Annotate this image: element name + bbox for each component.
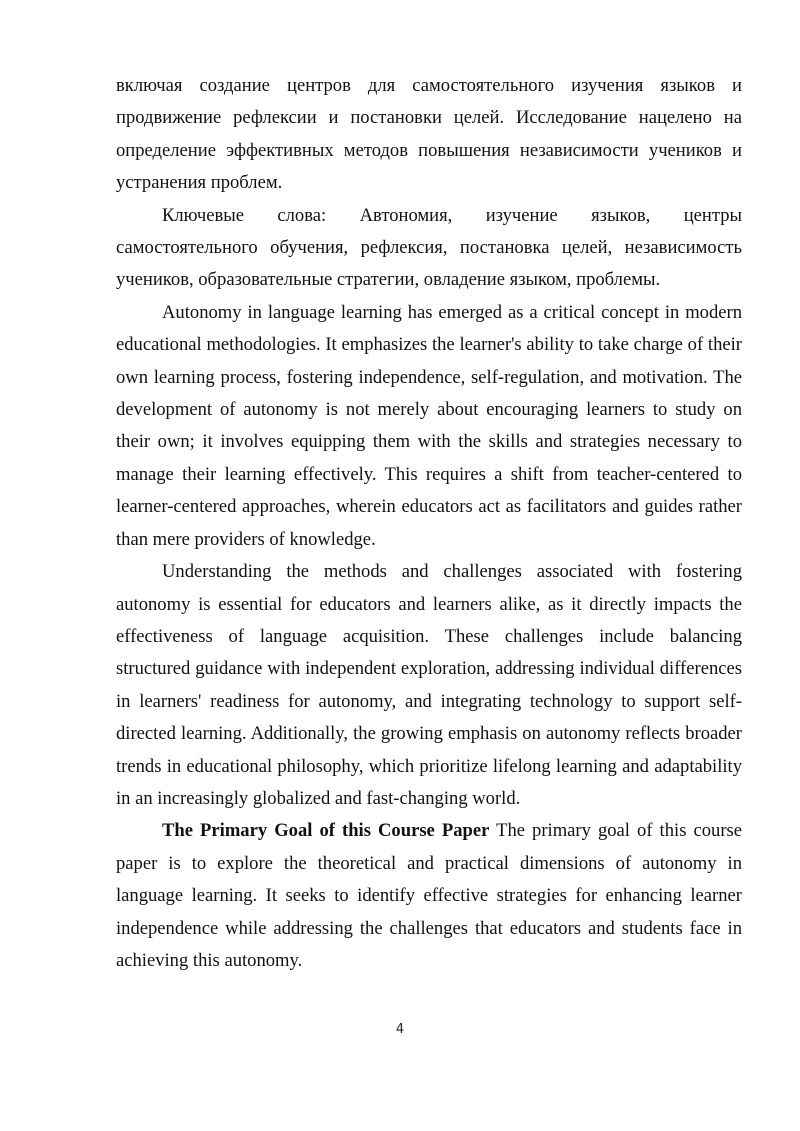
paragraph-methods-challenges: Understanding the methods and challenges associated with fostering autonomy is essential for educators and learners alike, as it directly impacts the effectiveness of language acquisition. These challenges include balancing structured guidance with independent exploration, addressing individual differences in learners' readiness for autonomy, and integrating technology to support self-directed learning. Additionally, the growing emphasis on autonomy reflects broader trends in educational philosophy, which prioritize lifelong learning and adaptability in an increasingly globalized and fast-changing world. [116,561,742,809]
primary-goal-text: The primary goal of this course paper is to explore the theoretical and practical dimensions of autonomy in language learning. It seeks to identify effective strategies for enhancing learner independence while addressing the challenges that educators and students face in achieving this autonomy. [116,820,743,971]
page-number: 4 [395,1022,405,1037]
paragraph-abstract-continuation: включая создание центров для самостоятельного изучения языков и продвижение рефлексии и постановки целей. Исследование нацелено на определение эффективных методов повышения независимости учеников и устранения проблем. [116,75,742,194]
paragraph-introduction: Autonomy in language learning has emerged as a critical concept in modern educational methodologies. It emphasizes the learner's ability to take charge of their own learning process, fostering independence, self-regulation, and motivation. The development of autonomy is not merely about encouraging learners to study on their own; it involves equipping them with the skills and strategies necessary to manage their learning effectively. This requires a shift from teacher-centered to learner-centered approaches, wherein educators act as facilitators and guides rather than mere providers of knowledge. [116,301,742,550]
paragraph-keywords: Ключевые слова: Автономия, изучение языков, центры самостоятельного обучения, рефлексия, постановка целей, независимость учеников, образовательные стратегии, овладение языком, проблемы. [116,204,742,291]
paragraph-primary-goal [116,815,742,977]
document-body [116,70,742,977]
primary-goal-heading: The Primary Goal of this Course Paper [162,820,490,842]
